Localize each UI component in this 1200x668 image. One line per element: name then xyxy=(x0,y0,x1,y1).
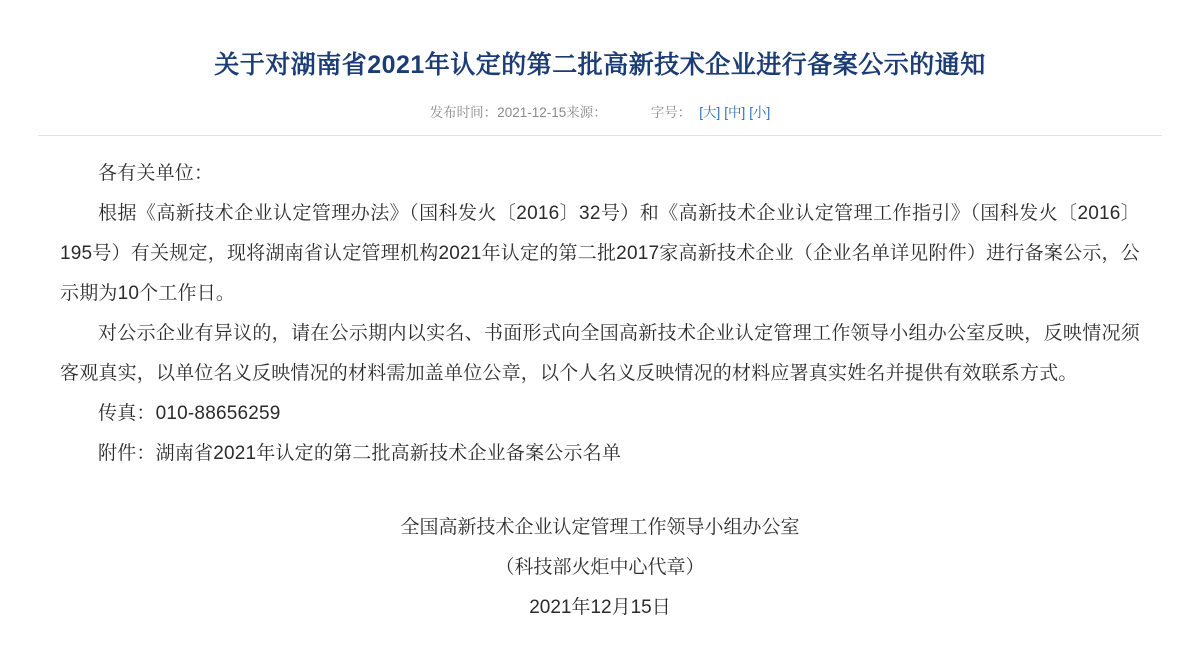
page-title: 关于对湖南省2021年认定的第二批高新技术企业进行备案公示的通知 xyxy=(214,50,986,79)
meta-left-group xyxy=(430,101,607,121)
signature-block xyxy=(60,508,1140,628)
publish-time: 发布时间：2021-12-15 xyxy=(429,104,567,120)
source-label: 来源： xyxy=(566,104,607,120)
signature-seal-note: （科技部火炬中心代章） xyxy=(495,556,705,578)
font-size-label: 字号： xyxy=(650,104,692,120)
paragraph-fax: 传真：010-88656259 xyxy=(98,402,281,424)
paragraph-objection: 对公示企业有异议的，请在公示期内以实名、书面形式向全国高新技术企业认定管理工作领导小组办公室反映，反映情况须客观真实，以单位名义反映情况的材料需加盖单位公章，以个人名义反映情况的材料应署真实姓名并提供有效联系方式。 xyxy=(60,322,1140,384)
paragraph-salutation: 各有关单位： xyxy=(98,162,214,184)
document-body xyxy=(0,136,1200,628)
font-size-controls xyxy=(651,101,771,121)
paragraph-attachment: 附件：湖南省2021年认定的第二批高新技术企业备案公示名单 xyxy=(98,442,622,464)
document-meta-bar xyxy=(0,101,1200,121)
font-size-small-link[interactable]: [小] xyxy=(749,104,771,120)
font-size-medium-link[interactable]: [中] xyxy=(724,104,746,120)
paragraph-basis: 根据《高新技术企业认定管理办法》（国科发火〔2016〕32号）和《高新技术企业认定管理工作指引》（国科发火〔2016〕195号）有关规定，现将湖南省认定管理机构2021年认定的第二批2017家高新技术企业（企业名单详见附件）进行备案公示，公示期为10个工作日。 xyxy=(60,202,1140,304)
signature-office: 全国高新技术企业认定管理工作领导小组办公室 xyxy=(400,516,800,538)
signature-date: 2021年12月15日 xyxy=(529,596,671,618)
document-page xyxy=(0,17,1200,668)
font-size-large-link[interactable]: [大] xyxy=(699,104,721,120)
